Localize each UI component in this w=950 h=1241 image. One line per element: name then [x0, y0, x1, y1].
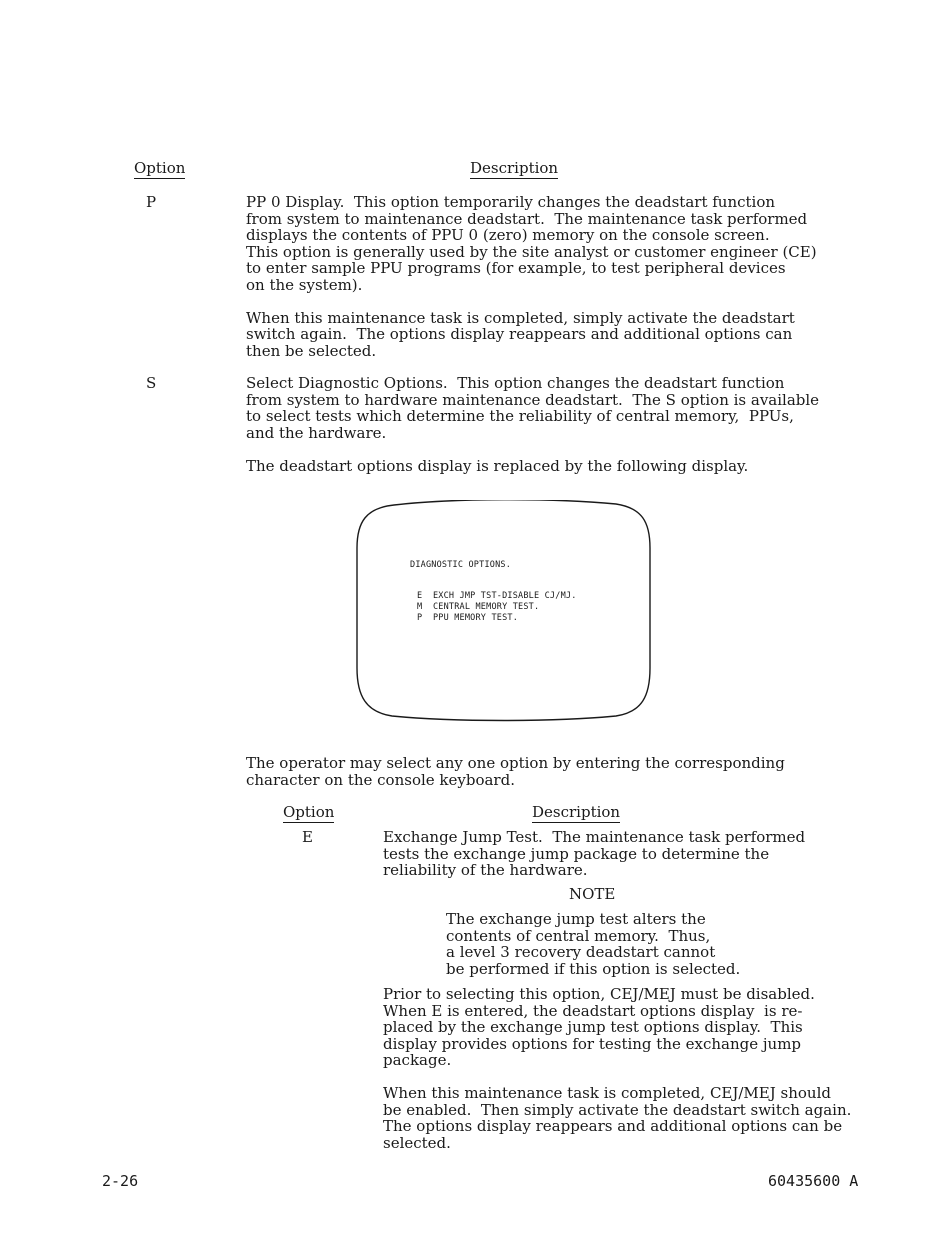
option-e-line: Exchange Jump Test. The maintenance task performed	[383, 828, 806, 846]
option-e-line: reliability of the hardware.	[383, 861, 588, 879]
option-column-header: Option	[134, 159, 186, 177]
option-e-line: selected.	[383, 1133, 451, 1152]
option-e-line: package.	[383, 1051, 452, 1069]
description-line: on the system).	[246, 275, 363, 294]
description-line: from system to hardware maintenance deadstart. The S option is available	[246, 390, 820, 409]
sub-description-column-header: Description	[532, 803, 621, 821]
option-letter-p: P	[146, 193, 157, 211]
description-line: and the hardware.	[246, 423, 387, 442]
description-line: This option is generally used by the site analyst or customer engineer (CE)	[246, 242, 817, 261]
description-line: PP 0 Display. This option temporarily changes the deadstart function	[246, 193, 776, 211]
page-number: 2-26	[102, 1172, 139, 1190]
console-option-line: E EXCH JMP TST-DISABLE CJ/MJ.	[417, 591, 577, 601]
console-title: DIAGNOSTIC OPTIONS.	[410, 560, 512, 570]
option-e-line: be enabled. Then simply activate the deadstart switch again.	[383, 1100, 852, 1119]
option-e-line: When E is entered, the deadstart options display is re-	[383, 1001, 803, 1020]
description-column-header: Description	[470, 159, 559, 177]
operator-instruction-line: character on the console keyboard.	[246, 770, 515, 789]
option-e-line: display provides options for testing the exchange jump	[383, 1034, 802, 1053]
option-e-line: placed by the exchange jump test options display. This	[383, 1018, 803, 1036]
console-option-line: P PPU MEMORY TEST.	[417, 613, 519, 623]
option-e-line: tests the exchange jump package to determine the	[383, 844, 770, 863]
description-line: switch again. The options display reappears and additional options can	[246, 325, 793, 343]
option-e-line: When this maintenance task is completed, CEJ/MEJ should	[383, 1084, 831, 1102]
description-line: Select Diagnostic Options. This option changes the deadstart function	[246, 374, 785, 392]
note-line: The exchange jump test alters the	[446, 910, 706, 928]
document-number: 60435600 A	[768, 1172, 859, 1190]
sub-option-column-header: Option	[283, 803, 335, 821]
option-e-line: Prior to selecting this option, CEJ/MEJ must be disabled.	[383, 985, 815, 1003]
description-line: to select tests which determine the reliability of central memory, PPUs,	[246, 407, 794, 425]
description-line: displays the contents of PPU 0 (zero) memory on the console screen.	[246, 226, 770, 244]
description-line: When this maintenance task is completed, simply activate the deadstart	[246, 308, 795, 327]
operator-instruction-line: The operator may select any one option by entering the corresponding	[246, 754, 785, 772]
note-line: a level 3 recovery deadstart cannot	[446, 943, 716, 961]
note-line: be performed if this option is selected.	[446, 959, 741, 978]
note-line: contents of central memory. Thus,	[446, 926, 711, 945]
option-letter-s: S	[146, 374, 157, 392]
option-e-line: The options display reappears and additional options can be	[383, 1117, 843, 1135]
console-option-line: M CENTRAL MEMORY TEST.	[417, 602, 540, 612]
description-line: The deadstart options display is replaced by the following display.	[246, 457, 749, 475]
description-line: to enter sample PPU programs (for example, to test peripheral devices	[246, 259, 786, 277]
description-line: from system to maintenance deadstart. The maintenance task performed	[246, 209, 808, 228]
option-letter-e: E	[302, 828, 313, 846]
note-title: NOTE	[569, 885, 616, 903]
description-line: then be selected.	[246, 341, 377, 360]
